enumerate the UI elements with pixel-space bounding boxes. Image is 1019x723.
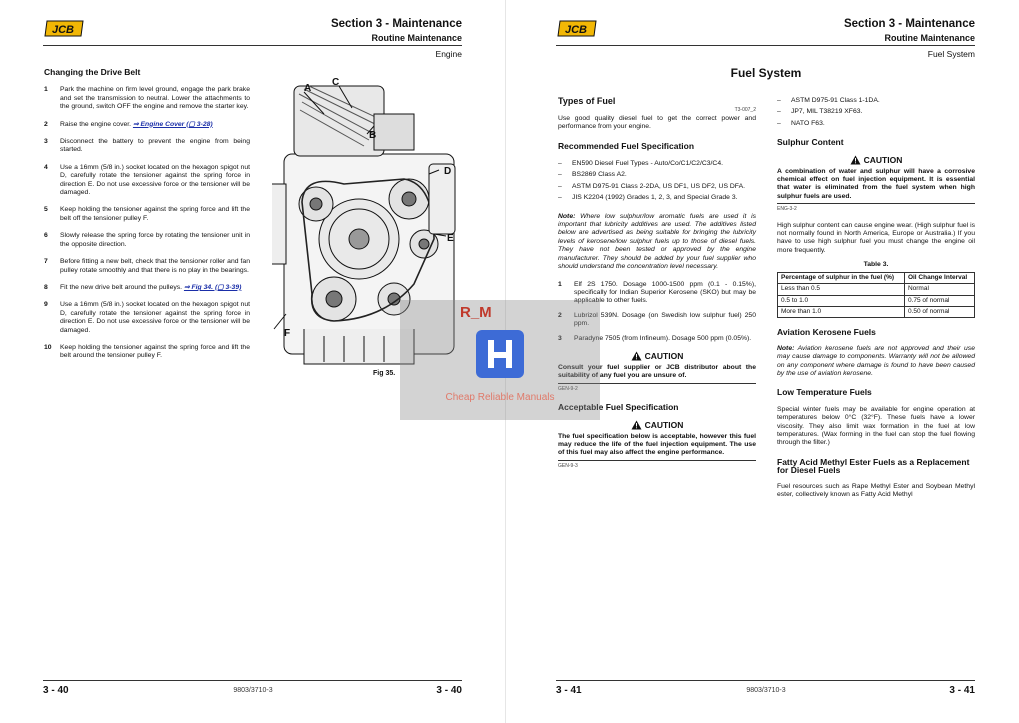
low-temp-text: Special winter fuels may be available for engine operation at temperatures below 0°C (32°F). These fuels have a lower viscosity. They also limit wax formation in the fuel at low temperatures. (Wax forming in the fuel can stop the fuel flowing through the filter.): [777, 405, 975, 447]
sulphur-heading: Sulphur Content: [777, 137, 844, 148]
header-rule: [556, 45, 975, 46]
svg-text:C: C: [332, 77, 340, 88]
types-code: T3-007_2: [734, 107, 756, 114]
fame-heading: Fatty Acid Methyl Ester Fuels as a Replacement for Diesel Fuels: [777, 456, 970, 476]
aviation-note: Note: Aviation kerosene fuels are not approved and their use may cause damage to components. Warranty will not be allowed on any component where damage is found to have been caused by the use of aviation kerosene.: [777, 344, 975, 377]
table-header-row: Percentage of sulphur in the fuel (%) Oil Change Interval: [778, 272, 975, 283]
acceptable-heading: Acceptable Fuel Specification: [558, 402, 679, 413]
table-row: 0.5 to 1.0 0.75 of normal: [778, 295, 975, 306]
watermark: [400, 300, 600, 420]
watermark-tagline: Cheap Reliable Manuals: [445, 392, 555, 403]
section-title: Section 3 - Maintenance: [843, 18, 975, 30]
caution-heading: CAUTION: [558, 351, 756, 361]
step-5: 5 Keep holding the tensioner against the spring force and lift the belt off the tensioner pulley F.: [44, 206, 250, 222]
acc-item: – NATO F63.: [777, 119, 825, 127]
watermark-title: R_M: [460, 304, 492, 321]
page-number-right: 3 - 41: [949, 685, 975, 696]
svg-text:E: E: [447, 233, 454, 244]
acc-item: – ASTM D975-91 Class 1-1DA.: [777, 97, 880, 104]
svg-text:JCB: JCB: [564, 24, 588, 36]
caution-text-sulphur: A combination of water and sulphur will have a corrosive chemical effect on fuel injection equipment. It is essential that water is eliminated from the fuel system when high sulphur fuels are used.: [777, 168, 975, 205]
caution-code: GEN-9-2: [558, 385, 578, 392]
low-temp-heading: Low Temperature Fuels: [777, 387, 872, 398]
topic-title: Fuel System: [927, 49, 975, 59]
svg-text:F: F: [284, 328, 291, 339]
fame-text: Fuel resources such as Rape Methyl Ester and Soybean Methyl ester, collectively known as Fatty Acid Methyl: [777, 482, 975, 498]
page-number-left: 3 - 41: [556, 685, 582, 696]
drive-belt-steps: [44, 68, 250, 370]
table-row: Less than 0.5 Normal: [778, 284, 975, 295]
subsection-title: Routine Maintenance: [884, 33, 975, 43]
warning-icon: [631, 351, 642, 361]
step-10: 10 Keep holding the tensioner against the spring force and lift the belt around the tensioner pulley F.: [44, 343, 250, 360]
recommended-heading: Recommended Fuel Specification: [558, 140, 695, 151]
section-title: Section 3 - Maintenance: [330, 18, 462, 30]
header-rule: [43, 45, 462, 46]
doc-number: 9803/3710-3: [233, 687, 273, 694]
step-8: 8 Fit the new drive belt around the pulleys. ⇒ Fig 34. (▢ 3-39): [44, 283, 242, 291]
sulphur-table: [777, 272, 975, 319]
jcb-logo: [44, 20, 84, 37]
rec-item: – JIS K2204 (1992) Grades 1, 2, 3, and Special Grade 3.: [558, 194, 738, 202]
additive-1: 1 Elf 2S 1750. Dosage 1000-1500 ppm (0.1 - 0.15%), specifically for Indian Superior Kerosene (SKO) but may be applicable to other fuels.: [558, 280, 756, 305]
step-6: 6 Slowly release the spring force by rotating the tensioner unit in the opposite direction.: [44, 232, 250, 248]
step-1: 1 Park the machine on firm level ground, engage the park brake and set the transmission to neutral. Lower the attachments to the ground, switch OFF the engine and remove the starter key.: [44, 86, 250, 111]
step-2: 2 Raise the engine cover. ⇒ Engine Cover (▢ 3-28): [44, 120, 213, 128]
types-of-fuel-heading: Types of Fuel: [558, 96, 616, 106]
wrench-icon: [472, 326, 528, 382]
caution-heading: CAUTION: [777, 155, 975, 165]
sulphur-text: High sulphur content can cause engine wear. (High sulphur fuel is not normally found in North America, Europe or Australia.) If you have to use high sulphur fuel you must change the engine oil more frequently.: [777, 221, 975, 254]
fuel-column-2: [777, 97, 975, 499]
caution-code: GEN-9-3: [558, 462, 578, 469]
rec-item: – ASTM D975-91 Class 2-2DA, US DF1, US DF2, US DFA.: [558, 182, 745, 190]
fig-34-link[interactable]: ⇒ Fig 34. (▢ 3-39): [183, 283, 242, 291]
step-7: 7 Before fitting a new belt, check that the tensioner roller and fan pulley rotate smoothly and that there is no play in the bearings.: [44, 258, 250, 274]
subsection-title: Routine Maintenance: [371, 33, 462, 43]
page-number-right: 3 - 40: [436, 685, 462, 696]
procedure-heading: Changing the Drive Belt: [44, 67, 141, 77]
page-title: Fuel System: [730, 66, 802, 80]
additive-2: 2 Lubrizol 539N. Dosage (on Swedish low sulphur fuel) 250 ppm.: [558, 311, 756, 328]
svg-text:JCB: JCB: [51, 24, 75, 36]
additive-3: 3 Paradyne 7505 (from Infineum). Dosage 500 ppm (0.05%).: [558, 334, 752, 342]
acc-item: – JP7, MIL T38219 XF63.: [777, 108, 863, 116]
step-4: 4 Use a 16mm (5/8 in.) socket located on the hexagon spigot nut D, carefully rotate the tensioner against the spring force in direction E. Do not use excessive force or the tensioner will be damaged.: [44, 163, 250, 197]
jcb-logo: [557, 20, 597, 37]
warning-icon: [850, 155, 861, 165]
footer-rule: [43, 680, 462, 681]
topic-title: Engine: [435, 49, 462, 59]
lubricity-note: Note: Where low sulphur/low aromatic fuels are used it is important that lubricity additives are used. The additives listed below are advertised as being suitable for bringing the lubricity levels of kerosene/low sulphur fuels up to those of diesel fuels. They have not been tested or approved by the engine manufacturer. They should be added by your fuel supplier who should understand the concentration level necessary.: [558, 212, 756, 271]
caution-text-fuel-supplier: Consult your fuel supplier or JCB distributor about the suitability of any fuel you are unsure of.: [558, 364, 756, 384]
doc-number: 9803/3710-3: [746, 687, 786, 694]
rec-item: – BS2869 Class A2.: [558, 171, 627, 179]
rec-item: – EN590 Diesel Fuel Types - Auto/Co/C1/C2/C3/C4.: [558, 160, 723, 168]
caution-heading: CAUTION: [558, 420, 756, 430]
types-text: Use good quality diesel fuel to get the correct power and performance from your engine.: [558, 114, 756, 131]
figure-caption: Fig 35.: [373, 370, 396, 377]
table-title: Table 3.: [863, 261, 889, 269]
engine-cover-link[interactable]: ⇒ Engine Cover (▢ 3-28): [132, 120, 213, 128]
footer-rule: [556, 680, 975, 681]
step-3: 3 Disconnect the battery to prevent the engine from being started.: [44, 138, 250, 154]
aviation-heading: Aviation Kerosene Fuels: [777, 327, 876, 338]
page-number-left: 3 - 40: [43, 685, 69, 696]
caution-text-acceptable-fuel: The fuel specification below is acceptable, however this fuel may reduce the life of the fuel injection equipment. The use of this fuel may also affect the engine performance.: [558, 433, 756, 461]
svg-text:D: D: [444, 166, 452, 177]
svg-text:A: A: [304, 83, 312, 94]
table-row: More than 1.0 0.50 of normal: [778, 306, 975, 317]
caution-code: ENG-3-2: [777, 206, 797, 213]
svg-text:B: B: [369, 130, 377, 141]
step-9: 9 Use a 16mm (5/8 in.) socket located on the hexagon spigot nut D, carefully rotate the tensioner against the spring force in direction E. Do not use excessive force or the tensioner will be damaged.: [44, 301, 250, 334]
warning-icon: [631, 420, 642, 430]
